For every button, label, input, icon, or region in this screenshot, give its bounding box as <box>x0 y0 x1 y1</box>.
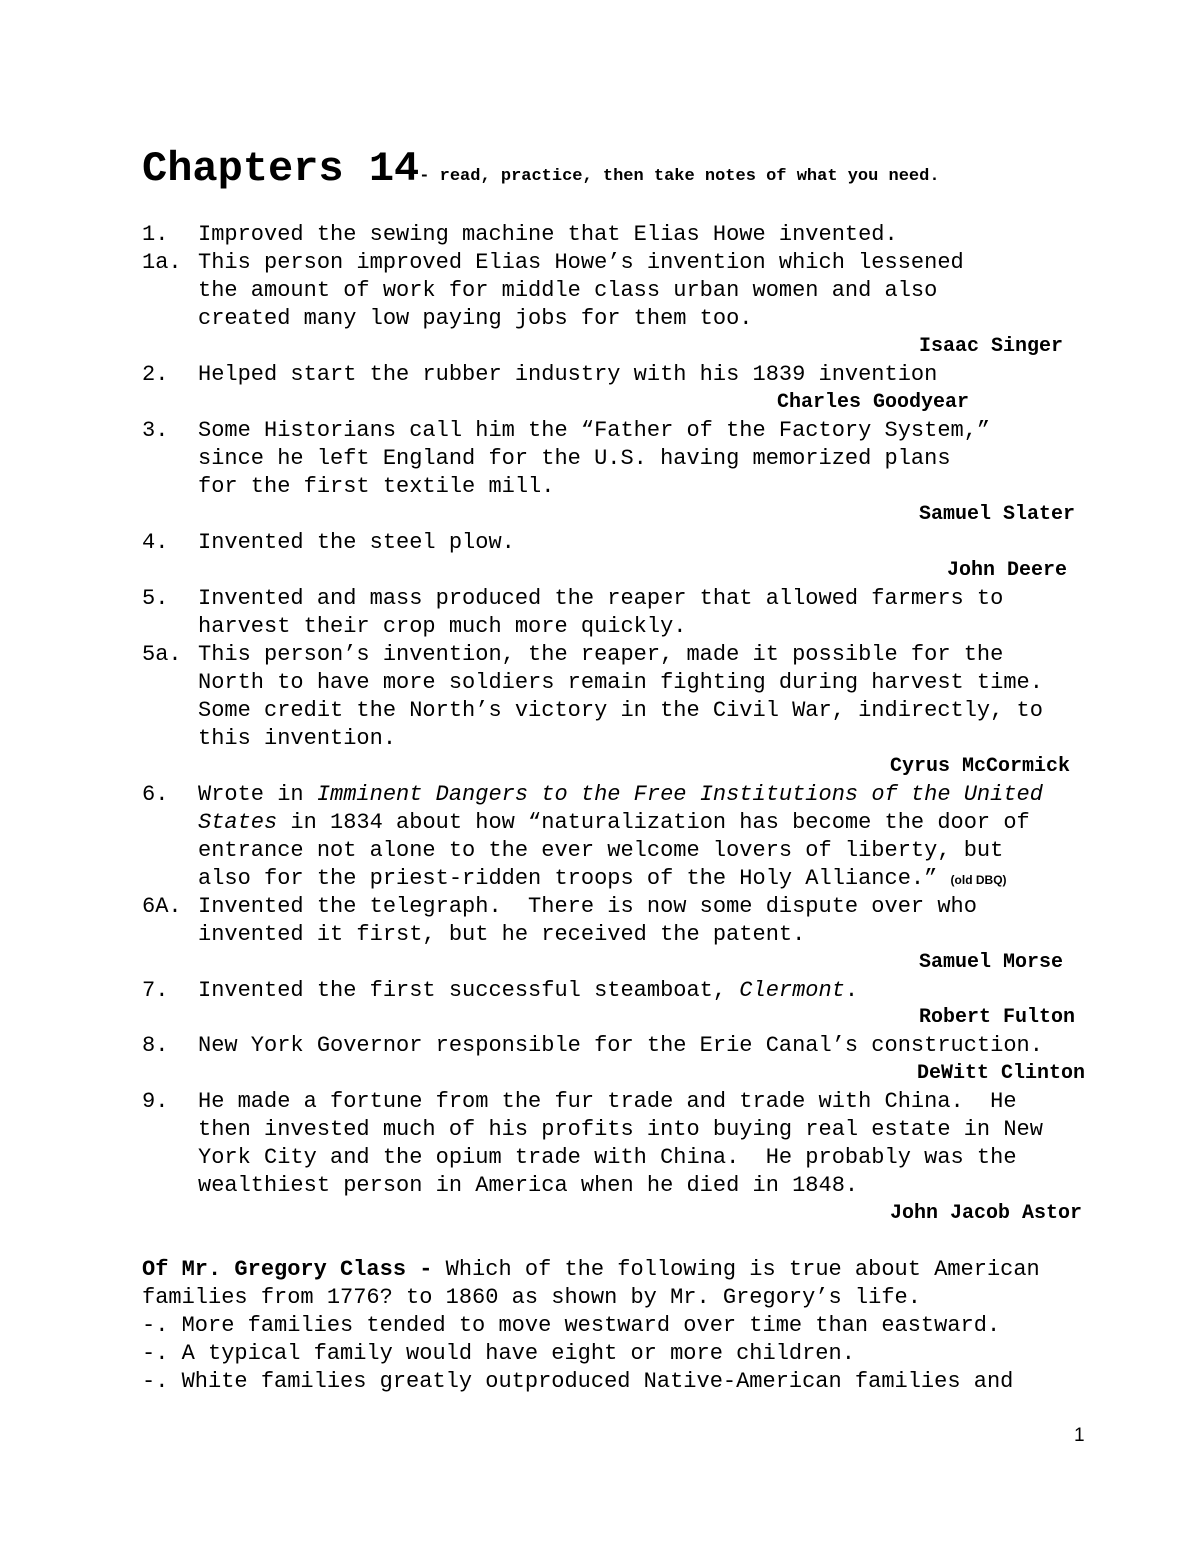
item-text-line: the amount of work for middle class urban women and also <box>198 278 938 303</box>
item-text-line: then invested much of his profits into buying real estate in New <box>198 1117 1043 1142</box>
item-text-end: . <box>844 978 859 1003</box>
item-number: 6A. <box>142 894 182 919</box>
answer-label: John Deere <box>947 559 1068 582</box>
page-number: 1 <box>1074 1425 1085 1446</box>
item-text-prefix: Wrote in <box>198 782 317 807</box>
gregory-question-text: Which of the following is true about American <box>432 1257 1040 1282</box>
item-text-line: since he left England for the U.S. having memorized plans <box>198 446 951 471</box>
item-text-line: Invented the steel plow. <box>198 530 515 555</box>
item-text-line <box>198 809 1030 837</box>
gregory-question-line: families from 1776? to 1860 as shown by Mr. Gregory’s life. <box>142 1285 921 1310</box>
item-text-line: wealthiest person in America when he died in 1848. <box>198 1173 859 1198</box>
item-text-line: Some Historians call him the “Father of the Factory System,” <box>198 418 991 443</box>
item-text-line: this invention. <box>198 726 397 751</box>
item-text-line: Some credit the North’s victory in the Civil War, indirectly, to <box>198 698 1043 723</box>
item-number: 5a. <box>142 642 182 667</box>
item-text-line: Invented and mass produced the reaper that allowed farmers to <box>198 586 1004 611</box>
item-text-line: invented it first, but he received the patent. <box>198 922 806 947</box>
item-text-line: harvest their crop much more quickly. <box>198 614 687 639</box>
book-title: Imminent Dangers to the Free Institutions of the United <box>316 782 1043 807</box>
gregory-lead: Of Mr. Gregory Class - <box>142 1257 433 1282</box>
answer-label: Samuel Slater <box>919 503 1076 526</box>
answer-option: -. A typical family would have eight or more children. <box>142 1341 855 1366</box>
item-text-line: This person’s invention, the reaper, made it possible for the <box>198 642 1004 667</box>
item-number: 5. <box>142 586 169 611</box>
item-text-line: Improved the sewing machine that Elias Howe invented. <box>198 222 898 247</box>
answer-label: Isaac Singer <box>919 335 1064 358</box>
item-number: 3. <box>142 418 169 443</box>
item-text-line <box>198 977 858 1005</box>
page-title <box>142 145 940 193</box>
answer-label: John Jacob Astor <box>890 1202 1083 1225</box>
item-number: 8. <box>142 1033 169 1058</box>
item-text-line: for the first textile mill. <box>198 474 555 499</box>
answer-option: -. More families tended to move westward over time than eastward. <box>142 1313 1001 1338</box>
item-text-line: York City and the opium trade with China. He probably was the <box>198 1145 1017 1170</box>
item-number: 6. <box>142 782 169 807</box>
item-text-line: New York Governor responsible for the Erie Canal’s construction. <box>198 1033 1043 1058</box>
book-title-continued: States <box>198 810 278 835</box>
item-text-line: North to have more soldiers remain fighting during harvest time. <box>198 670 1043 695</box>
item-number: 4. <box>142 530 169 555</box>
item-text-rest: in 1834 about how “naturalization has become the door of <box>277 810 1030 835</box>
answer-label: Charles Goodyear <box>777 391 970 414</box>
item-text-line: This person improved Elias Howe’s invention which lessened <box>198 250 964 275</box>
answer-label: Samuel Morse <box>919 951 1064 974</box>
answer-label: Robert Fulton <box>919 1006 1076 1029</box>
item-number: 9. <box>142 1089 169 1114</box>
item-text-line: entrance not alone to the ever welcome lovers of liberty, but <box>198 838 1004 863</box>
item-text-line: created many low paying jobs for them too. <box>198 306 753 331</box>
item-text-line: Invented the telegraph. There is now some dispute over who <box>198 894 977 919</box>
item-text-line: He made a fortune from the fur trade and trade with China. He <box>198 1089 1017 1114</box>
item-text-line <box>198 781 1043 809</box>
item-number: 1. <box>142 222 169 247</box>
title-subtitle: - read, practice, then take notes of what you need. <box>419 167 940 186</box>
old-dbq-note: (old DBQ) <box>950 873 1007 887</box>
gregory-question-line <box>142 1256 1040 1284</box>
item-text: Invented the first successful steamboat, <box>198 978 740 1003</box>
answer-option: -. White families greatly outproduced Native-American families and <box>142 1369 1014 1394</box>
item-number: 7. <box>142 978 169 1003</box>
title-main: Chapters 14 <box>142 145 420 193</box>
item-number: 2. <box>142 362 169 387</box>
answer-label: DeWitt Clinton <box>917 1062 1086 1085</box>
item-text-line <box>198 865 1007 894</box>
answer-label: Cyrus McCormick <box>890 755 1071 778</box>
item-text-quote-end: also for the priest-ridden troops of the Holy Alliance.” <box>198 866 951 891</box>
ship-name: Clermont <box>739 978 845 1003</box>
item-number: 1a. <box>142 250 182 275</box>
item-text-line: Helped start the rubber industry with his 1839 invention <box>198 362 938 387</box>
